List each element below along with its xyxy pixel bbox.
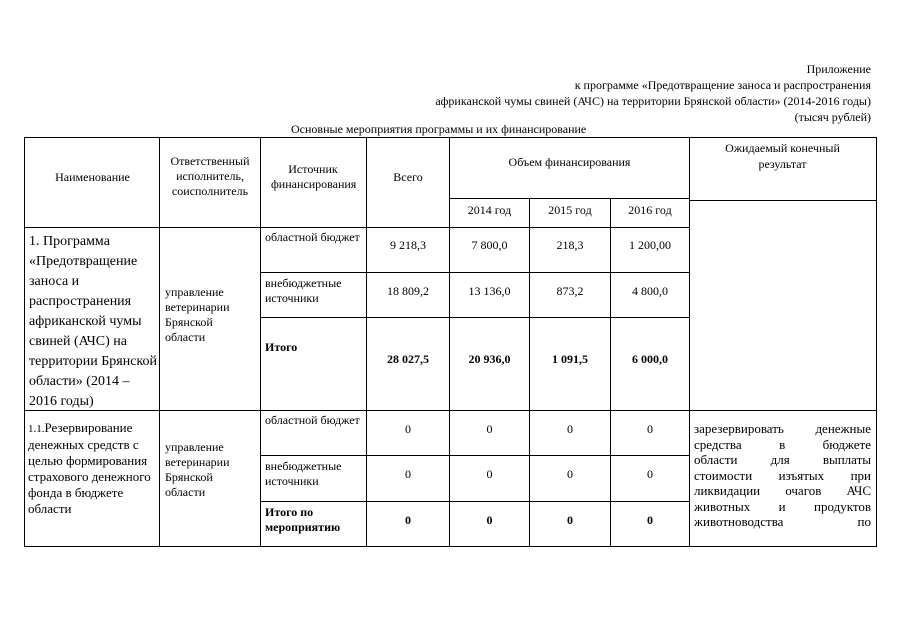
appendix-title: Приложение [806,62,871,76]
table-line [24,137,877,138]
table-line [24,227,689,228]
value-2016: 1 200,00 [629,238,671,252]
value-2015: 0 [567,422,573,436]
table-line [260,272,689,273]
source-regional: областной бюджет [265,413,360,427]
result-line: средства в бюджете [694,436,871,452]
activity-number: 1.1. [28,423,45,435]
header-2014: 2014 год [467,203,512,217]
result-line: животноводства по [694,514,871,529]
result-line: ликвидации очагов АЧС [694,483,871,498]
value-total: 9 218,3 [390,238,426,252]
header-volume: Объем финансирования [508,155,631,169]
value-2015: 218,3 [556,238,584,252]
table-line [24,137,25,547]
activity-responsible: управление ветеринарии Брянской области [165,440,230,499]
source-extrabudget: внебюджетные источники [265,459,342,488]
header-source: Источник финансирования [271,162,357,191]
activity-title: Резервирование денежных средств с целью формирования страхового денежного фонда в бюджете области [28,420,151,516]
value-2014: 20 936,0 [468,352,511,366]
program-name: 1. Программа «Предотвращение заноса и распространения африканской чумы свиней (АЧС) на территории Брянской области» (2014 – 2016 годы) [29,234,158,409]
value-total: 0 [405,513,411,527]
header-2016: 2016 год [628,203,672,217]
header-responsible: Ответственный исполнитель, соисполнитель [170,154,250,198]
source-total-activity: Итого по мероприятию [265,505,341,534]
value-2016: 0 [647,422,653,436]
table-line [449,137,450,547]
appendix-program-line-2: африканской чумы свиней (АЧС) на территории Брянской области» (2014-2016 годы) [435,94,871,108]
table-line [159,137,160,547]
result-line: стоимости изъятых при [694,467,871,483]
table-line [449,198,689,199]
result-line: зарезервировать денежные [694,421,871,436]
value-2015: 1 091,5 [552,352,588,366]
table-line [876,137,877,547]
value-total: 18 809,2 [387,284,429,298]
value-2014: 0 [486,422,493,436]
source-extrabudget: внебюджетные источники [265,276,342,305]
value-2015: 873,2 [556,284,584,298]
table-line [24,546,877,547]
header-2015: 2015 год [548,203,592,217]
value-2014: 0 [486,513,493,527]
appendix-header [435,61,871,125]
source-total: Итого [265,340,298,354]
table-line [689,137,690,547]
table-line [260,317,689,318]
value-2014: 13 136,0 [468,284,511,298]
source-regional: областной бюджет [265,230,360,244]
activity-name [28,420,158,517]
value-2016: 0 [647,467,653,481]
expected-result [694,421,871,530]
program-responsible: управление ветеринарии Брянской области [165,285,230,344]
value-2016: 6 000,0 [632,352,668,366]
value-total: 0 [405,422,411,436]
table-caption: Основные мероприятия программы и их финансирование [291,122,587,136]
result-line: области для выплаты [694,452,871,467]
header-total: Всего [393,170,423,184]
value-2016: 4 800,0 [632,284,668,298]
value-2015: 0 [567,513,573,527]
value-2015: 0 [567,467,573,481]
table-line [366,137,367,547]
table-line [260,137,261,547]
header-result: Ожидаемый конечный результат [725,141,840,171]
table-line [689,200,877,201]
value-total: 28 027,5 [387,352,429,366]
result-line: животных и продуктов [694,498,871,514]
value-2016: 0 [647,513,653,527]
table-line [260,455,689,456]
value-2014: 7 800,0 [471,238,508,252]
table-line [260,501,689,502]
units-note: (тысяч рублей) [794,110,871,124]
value-2014: 0 [486,467,493,481]
value-total: 0 [405,467,411,481]
appendix-program-line: к программе «Предотвращение заноса и распространения [574,78,871,92]
header-name: Наименование [55,170,130,184]
